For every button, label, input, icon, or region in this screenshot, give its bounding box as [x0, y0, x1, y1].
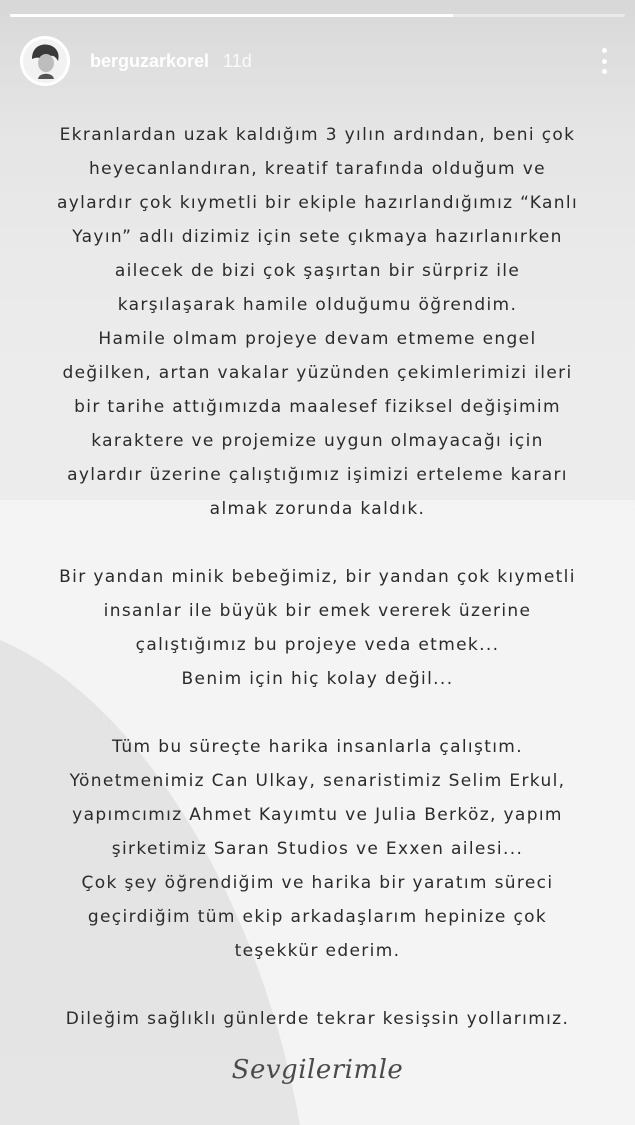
story-text-line: bir tarihe attığımızda maalesef fiziksel değişimim — [74, 397, 561, 417]
story-text-line: Çok şey öğrendiğim ve harika bir yaratım süreci — [81, 873, 554, 893]
more-dot — [602, 69, 607, 74]
story-text-line: Yayın” adlı dizimiz için sete çıkmaya hazırlanırken — [72, 227, 563, 247]
story-text-line: geçirdiğim tüm ekip arkadaşlarım hepinize çok — [87, 907, 548, 927]
paragraph-gap — [20, 696, 615, 730]
story-text-line: ailecek de bizi çok şaşırtan bir sürpriz ile — [114, 261, 521, 281]
story-progress-bar — [10, 14, 625, 17]
story-header — [20, 36, 620, 86]
story-text-line: insanlar ile büyük bir emek vererek üzerine — [103, 601, 532, 621]
more-dot — [602, 48, 607, 53]
story-text-line: Benim için hiç kolay değil... — [181, 669, 454, 689]
story-text-line: Dileğim sağlıklı günlerde tekrar kesişsin yollarımız. — [65, 1009, 570, 1029]
story-text-line: almak zorunda kaldık. — [209, 499, 426, 519]
avatar[interactable] — [20, 36, 70, 86]
story-progress-fill — [10, 14, 453, 17]
paragraph-gap — [20, 968, 615, 1002]
story-text-line: şirketimiz Saran Studios ve Exxen ailesi... — [111, 839, 524, 859]
story-text-line: Hamile olmam projeye devam etmeme engel — [98, 329, 537, 349]
story-text-line: Ekranlardan uzak kaldığım 3 yılın ardından, beni çok — [59, 125, 576, 145]
story-text-line: teşekkür ederim. — [234, 941, 401, 961]
story-text-line: aylardır çok kıymetli bir ekiple hazırlandığımız “Kanlı — [56, 193, 579, 213]
story-text-line: karşılaşarak hamile olduğumu öğrendim. — [117, 295, 518, 315]
story-timestamp: 11d — [223, 50, 252, 71]
story-text-line: yapımcımız Ahmet Kayımtu ve Julia Berköz, yapım — [72, 805, 563, 825]
story-username[interactable]: berguzarkorel — [90, 50, 210, 71]
paragraph-gap — [20, 526, 615, 560]
story-text-line: karaktere ve projemize uygun olmayacağı için — [91, 431, 544, 451]
story-text-line: heyecanlandıran, kreatif tarafında olduğum ve — [89, 159, 546, 179]
story-text-line: değilken, artan vakalar yüzünden çekimlerimizi ileri — [62, 363, 573, 383]
story-text — [20, 118, 615, 1036]
profile-avatar-icon — [23, 39, 67, 83]
story-text-line: çalıştığımız bu projeye veda etmek... — [135, 635, 500, 655]
story-text-line: Bir yandan minik bebeğimiz, bir yandan çok kıymetli — [59, 567, 576, 587]
signature: Sevgilerimle — [231, 1055, 404, 1085]
story-text-line: aylardır üzerine çalıştığımız işimizi erteleme kararı — [67, 465, 568, 485]
more-dot — [602, 59, 607, 64]
story-text-line: Yönetmenimiz Can Ulkay, senaristimiz Selim Erkul, — [69, 771, 566, 791]
story-text-line: Tüm bu süreçte harika insanlarla çalıştım. — [112, 737, 523, 757]
more-vertical-icon[interactable] — [600, 48, 608, 74]
